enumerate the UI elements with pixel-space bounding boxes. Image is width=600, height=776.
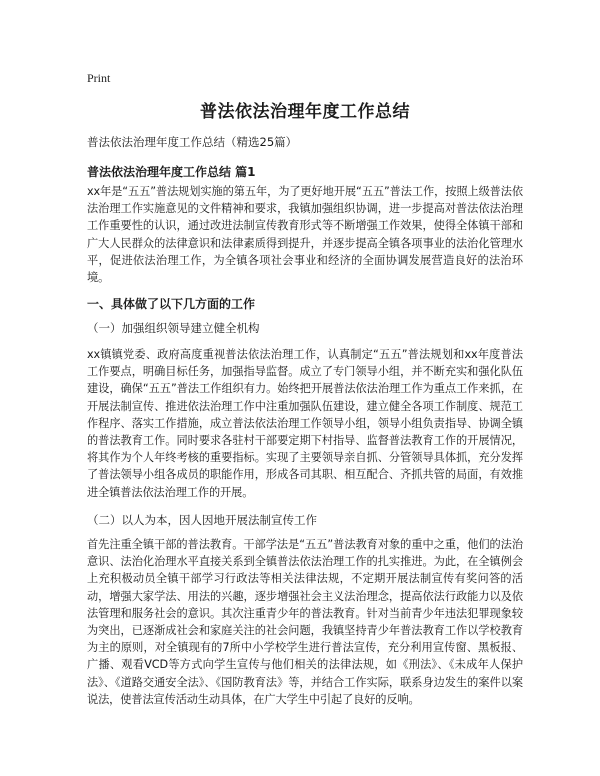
document-title: 普法依法治理年度工作总结 (200, 102, 410, 122)
paragraph-organization: xx镇镇党委、政府高度重视普法依法治理工作，认真制定“五五”普法规划和xx年度普法工作要点，明确目标任务，加强指导监督。成立了专门领导小组，并不断充实和强化队伍建设，确保“五五”普法工作组织有力。始终把开展普法依法治理工作为重点工作来抓，在开展法制宣传、推进依法治理工作中注重加强队伍建设，建立健全各项工作制度、规范工作程序、落实工作措施，成立普法依法治理工作领导小组，领导小组负责指导、协调全镇的普法教育工作。同时要求各驻村干部要定期下村指导、监督普法教育工作的开展情况，将其作为个人年终考核的重要指标。实现了主要领导亲自抓、分管领导具体抓，充分发挥了普法领导小组各成员的职能作用，形成各司其职、相互配合、齐抓共管的局面，有效推进全镇普法依法治理工作的开展。 (87, 348, 523, 499)
intro-paragraph: xx年是“五五”普法规划实施的第五年，为了更好地开展“五五”普法工作，按照上级普法依法治理工作实施意见的文件精神和要求，我镇加强组织协调，进一步提高对普法依法治理工作重要性的认识，通过改进法制宣传教育形式等不断增强工作效果，使得全体镇干部和广大人民群众的法律意识和法律素质得到提升，并逐步提高全镇各项事业的法治化管理水平，促进依法治理工作，为全镇各项社会事业和经济的全面协调发展营造良好的法治环境。 (87, 185, 523, 285)
subheading-publicity: （二）以人为本，因人因地开展法制宣传工作 (87, 513, 317, 527)
print-link[interactable]: Print (87, 71, 111, 85)
subheading-organization: （一）加强组织领导建立健全机构 (87, 321, 260, 335)
section-title: 普法依法治理年度工作总结 篇1 (87, 165, 256, 179)
paragraph-publicity: 首先注重全镇干部的普法教育。干部学法是“五五”普法教育对象的重中之重，他们的法治意识、法治化治理水平直接关系到全镇普法依法治理工作的扎实推进。为此，在全镇例会上充积极动员全镇干部学习行政法等相关法律法规，不定期开展法制宣传有奖问答的活动，增强大家学法、用法的兴趣，逐步增强社会主义法治理念，提高依法行政能力以及依法管理和服务社会的意识。其次注重青少年的普法教育。针对当前青少年违法犯罪现象较为突出，已逐渐成社会和家庭关注的社会问题，我镇坚持青少年普法教育工作以学校教育为主的原则，对全镇现有的7所中小学校学生进行普法宣传，充分利用宣传窗、黑板报、广播、观看VCD等方式向学生宣传与他们相关的法律法规，如《刑法》、《未成年人保护法》、《道路交通安全法》、《国防教育法》等，并结合工作实际，联系身边发生的案件以案说法，使普法宣传活动生动具体，在广大学生中引起了良好的反响。 (87, 538, 523, 706)
document-subtitle: 普法依法治理年度工作总结（精选25篇） (87, 135, 298, 149)
heading-work-done: 一、具体做了以下几方面的工作 (87, 297, 256, 311)
